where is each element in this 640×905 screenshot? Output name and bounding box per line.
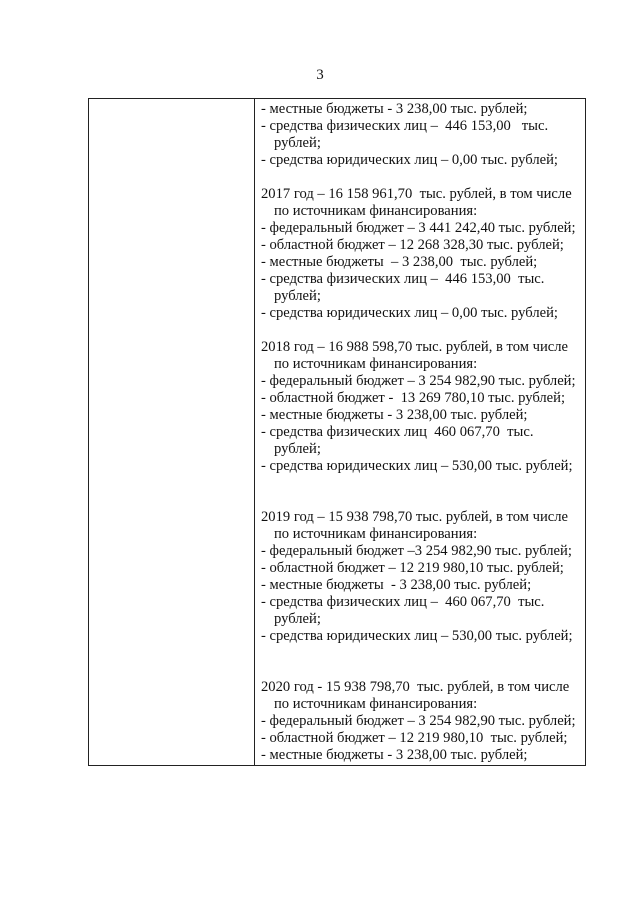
individuals-funds-line: - средства физических лиц – 460 067,70 тыс. [261,594,545,610]
column-divider [254,98,255,765]
federal-budget-line: - федеральный бюджет – 3 441 242,40 тыс. рублей; [261,220,576,236]
federal-budget-line: - федеральный бюджет – 3 254 982,90 тыс. рублей; [261,713,576,729]
year-block-2017 [261,186,586,322]
continuation-block [261,101,586,169]
legal-entities-funds-line: - средства юридических лиц – 0,00 тыс. рублей; [261,152,558,168]
legal-entities-funds-line: - средства юридических лиц – 0,00 тыс. рублей; [261,305,558,321]
local-budget-line: - местные бюджеты - 3 238,00 тыс. рублей; [261,577,532,593]
individuals-funds-line-cont: рублей; [274,441,321,457]
year-total-header-cont: по источникам финансирования: [274,356,478,372]
regional-budget-line: - областной бюджет – 12 219 980,10 тыс. рублей; [261,560,564,576]
year-total-header: 2020 год - 15 938 798,70 тыс. рублей, в том числе [261,679,570,695]
year-total-header: 2018 год – 16 988 598,70 тыс. рублей, в том числе [261,339,569,355]
federal-budget-line: - федеральный бюджет –3 254 982,90 тыс. рублей; [261,543,572,559]
year-block-2018 [261,339,586,475]
local-budget-line: - местные бюджеты - 3 238,00 тыс. рублей; [261,407,528,423]
local-budget-line: - местные бюджеты – 3 238,00 тыс. рублей; [261,254,538,270]
page-number: 3 [316,67,324,83]
legal-entities-funds-line: - средства юридических лиц – 530,00 тыс. рублей; [261,628,573,644]
individuals-funds-line-cont: рублей; [274,611,321,627]
year-block-2019 [261,509,586,645]
federal-budget-line: - федеральный бюджет – 3 254 982,90 тыс. рублей; [261,373,576,389]
legal-entities-funds-line: - средства юридических лиц – 530,00 тыс. рублей; [261,458,573,474]
year-total-header-cont: по источникам финансирования: [274,526,478,542]
regional-budget-line: - областной бюджет – 12 219 980,10 тыс. рублей; [261,730,568,746]
year-block-2020 [261,679,586,764]
local-budget-line: - местные бюджеты - 3 238,00 тыс. рублей; [261,101,528,117]
regional-budget-line: - областной бюджет – 12 268 328,30 тыс. рублей; [261,237,564,253]
financing-details-cell [261,101,586,764]
individuals-funds-line: - средства физических лиц 460 067,70 тыс. [261,424,534,440]
year-total-header: 2019 год – 15 938 798,70 тыс. рублей, в том числе [261,509,569,525]
year-total-header-cont: по источникам финансирования: [274,203,478,219]
regional-budget-line: - областной бюджет - 13 269 780,10 тыс. рублей; [261,390,566,406]
individuals-funds-line: - средства физических лиц – 446 153,00 тыс. [261,118,549,134]
individuals-funds-line: - средства физических лиц – 446 153,00 тыс. [261,271,545,287]
individuals-funds-line-cont: рублей; [274,135,321,151]
year-total-header: 2017 год – 16 158 961,70 тыс. рублей, в том числе [261,186,572,202]
year-total-header-cont: по источникам финансирования: [274,696,478,712]
table-top-border [89,98,585,99]
local-budget-line: - местные бюджеты - 3 238,00 тыс. рублей; [261,747,528,763]
individuals-funds-line-cont: рублей; [274,288,321,304]
